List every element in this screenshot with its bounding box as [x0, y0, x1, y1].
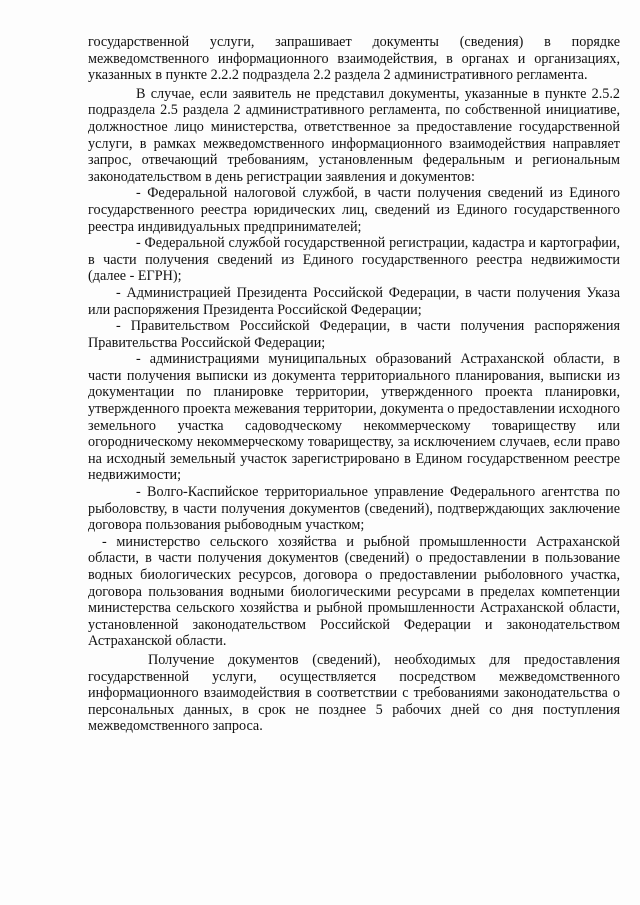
- list-item-president-administration: - Администрацией Президента Российской Федерации, в части получения Указа или распоряжения Президента Российской Федерации;: [88, 284, 620, 318]
- paragraph-timeline: Получение документов (сведений), необходимых для предоставления государственной услуги, осуществляется посредством межведомственного информационного взаимодействия в соответствии с требованиями законодательства о персональных данных, в срок не позднее 5 рабочих дней со дня поступления межведомственного запроса.: [88, 651, 620, 735]
- paragraph-continuation: государственной услуги, запрашивает документы (сведения) в порядке межведомственного информационного взаимодействия, в органах и организациях, указанных в пункте 2.2.2 подраздела 2.2 раздела 2 административного регламента.: [88, 34, 620, 84]
- list-item-agriculture-ministry: - министерство сельского хозяйства и рыбной промышленности Астраханской области, в части получения документов (сведений) о предоставлении в пользование водных биологических ресурсов, договора о предоставлении рыболовного участка, договора пользования водными биологическими ресурсами в пределах компетенции министерства сельского хозяйства и рыбной промышленности Астраханской области, установленной законодательством Российской Федерации и законодательством Астраханской области.: [88, 533, 620, 650]
- paragraph-request-intro: В случае, если заявитель не представил документы, указанные в пункте 2.5.2 подраздела 2.5 раздела 2 административного регламента, по собственной инициативе, должностное лицо министерства, ответственное за предоставление государственной услуги, в рамках межведомственного информационного взаимодействия направляет запрос, отвечающий требованиям, установленным федеральным и региональным законодательством в день регистрации заявления и документов:: [88, 85, 620, 185]
- list-item-government: - Правительством Российской Федерации, в части получения распоряжения Правительства Российской Федерации;: [88, 318, 620, 351]
- list-item-registration-service: - Федеральной службой государственной регистрации, кадастра и картографии, в части получения сведений из Единого государственного реестра недвижимости (далее - ЕГРН);: [88, 235, 620, 285]
- list-item-fisheries-agency: - Волго-Каспийское территориальное управление Федерального агентства по рыболовству, в части получения документов (сведений), подтверждающих заключение договора пользования рыбоводным участком;: [88, 484, 620, 534]
- list-item-municipal-administrations: - администрациями муниципальных образований Астраханской области, в части получения выписки из документа территориального планирования, выписки из документации по планировке территории, утвержденного проекта планировки, утвержденного проекта межевания территории, документа о предоставлении исходного земельного участка садоводческому некоммерческому товариществу или огородническому некоммерческому товариществу, за исключением случаев, если право на исходный земельный участок зарегистрировано в Едином государственном реестре недвижимости;: [88, 351, 620, 484]
- list-item-tax-service: - Федеральной налоговой службой, в части получения сведений из Единого государственного реестра юридических лиц, сведений из Единого государственного реестра индивидуальных предпринимателей;: [88, 185, 620, 235]
